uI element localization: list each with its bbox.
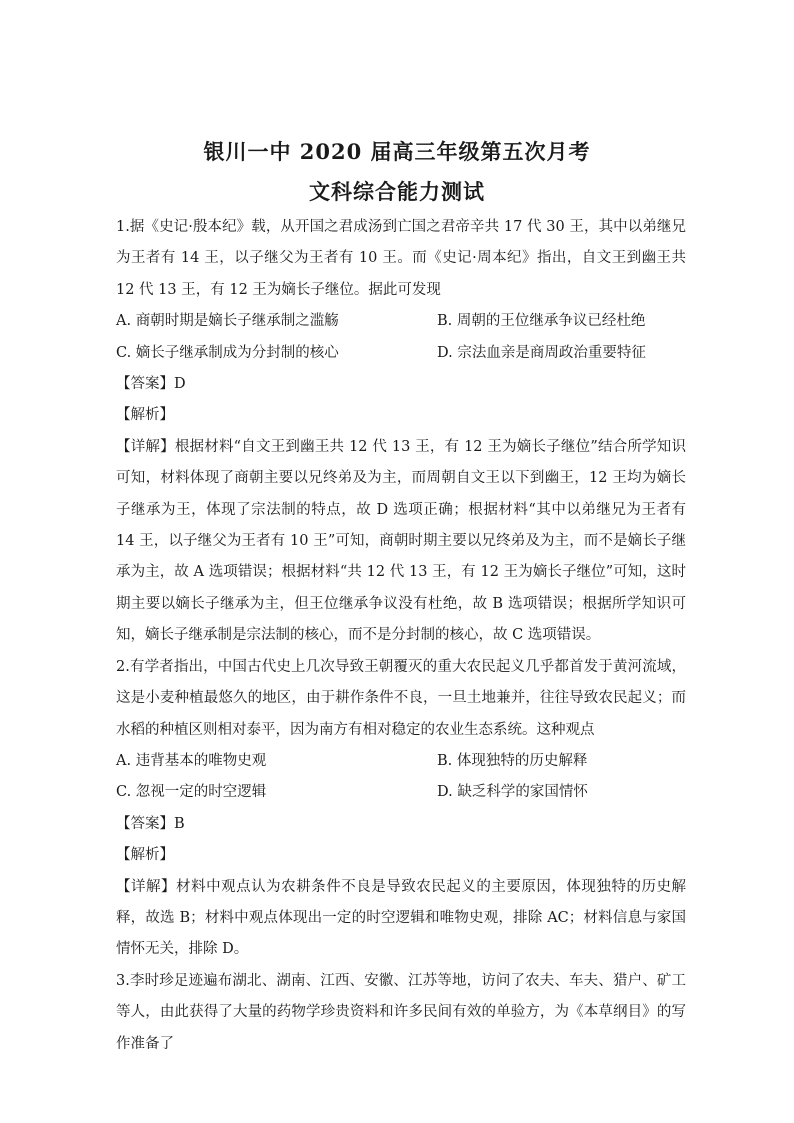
option-c: C. 嫡长子继承制成为分封制的核心 bbox=[116, 344, 339, 361]
option-a: A. 商朝时期是嫡长子继承制之滥觞 bbox=[116, 313, 339, 330]
question-1-detail: 【详解】根据材料“自文王到幽王共 12 代 13 王，有 12 王为嫡长子继位”结合所学知识可知，材料体现了商朝主要以兄终弟及为主，而周朝自文王以下到幽王，12 王均为嫡长子继承为王，体现了宗法制的特点，故 D 选项正确；根据材料“其中以弟继兄为王者有 14 王，以子继父为王者有 10 王”可知，商朝时期主要以兄终弟及为主，而不是嫡长子继承为主，故 A 选项错误；根据材料“共 12 代 13 王，有 12 王为嫡长子继位”可知，这时期主要以嫡长子继承为主，但王位继承争议没有杜绝，故 B 选项错误；根据所学知识可知，嫡长子继承制是宗法制的核心，而不是分封制的核心，故 C 选项错误。 bbox=[116, 438, 686, 644]
exam-subtitle: 文科综合能力测试 bbox=[309, 179, 485, 204]
question-3-stem: 3.李时珍足迹遍布湖北、湖南、江西、安徽、江苏等地，访问了农夫、车夫、猎户、矿工等人，由此获得了大量的药物学珍贵资料和许多民间有效的单验方，为《本草纲目》的写作准备了 bbox=[116, 972, 686, 1052]
question-2-analysis-label: 【解析】 bbox=[116, 847, 174, 864]
exam-title: 银川一中 2020 届高三年级第五次月考 bbox=[203, 139, 591, 164]
question-1-options bbox=[116, 306, 686, 369]
option-d: D. 宗法血亲是商周政治重要特征 bbox=[437, 344, 646, 361]
question-1-analysis-label: 【解析】 bbox=[116, 407, 174, 424]
question-2-stem: 2.有学者指出，中国古代史上几次导致王朝覆灭的重大农民起义几乎都首发于黄河流域，这是小麦种植最悠久的地区，由于耕作条件不良，一旦土地兼并，往往导致农民起义；而水稻的种植区则相对泰平，因为南方有相对稳定的农业生态系统。这种观点 bbox=[116, 658, 686, 738]
question-content bbox=[116, 212, 686, 1060]
option-a: A. 违背基本的唯物史观 bbox=[116, 752, 267, 769]
question-1-stem: 1.据《史记·殷本纪》载，从开国之君成汤到亡国之君帝辛共 17 代 30 王，其中以弟继兄为王者有 14 王，以子继父为王者有 10 王。而《史记·周本纪》指出，自文王到幽王共 12 代 13 王，有 12 王为嫡长子继位。据此可发现 bbox=[116, 219, 686, 298]
option-c: C. 忽视一定的时空逻辑 bbox=[116, 784, 267, 801]
question-2-detail: 【详解】材料中观点认为农耕条件不良是导致农民起义的主要原因，体现独特的历史解释，故选 B；材料中观点体现出一定的时空逻辑和唯物史观，排除 AC；材料信息与家国情怀无关，排除 D。 bbox=[116, 878, 686, 958]
question-1-answer: 【答案】D bbox=[116, 376, 186, 393]
option-b: B. 周朝的王位继承争议已经杜绝 bbox=[437, 313, 646, 330]
question-2-options bbox=[116, 746, 686, 809]
option-d: D. 缺乏科学的家国情怀 bbox=[437, 784, 588, 801]
option-b: B. 体现独特的历史解释 bbox=[437, 752, 588, 769]
question-2-answer: 【答案】B bbox=[116, 815, 185, 832]
